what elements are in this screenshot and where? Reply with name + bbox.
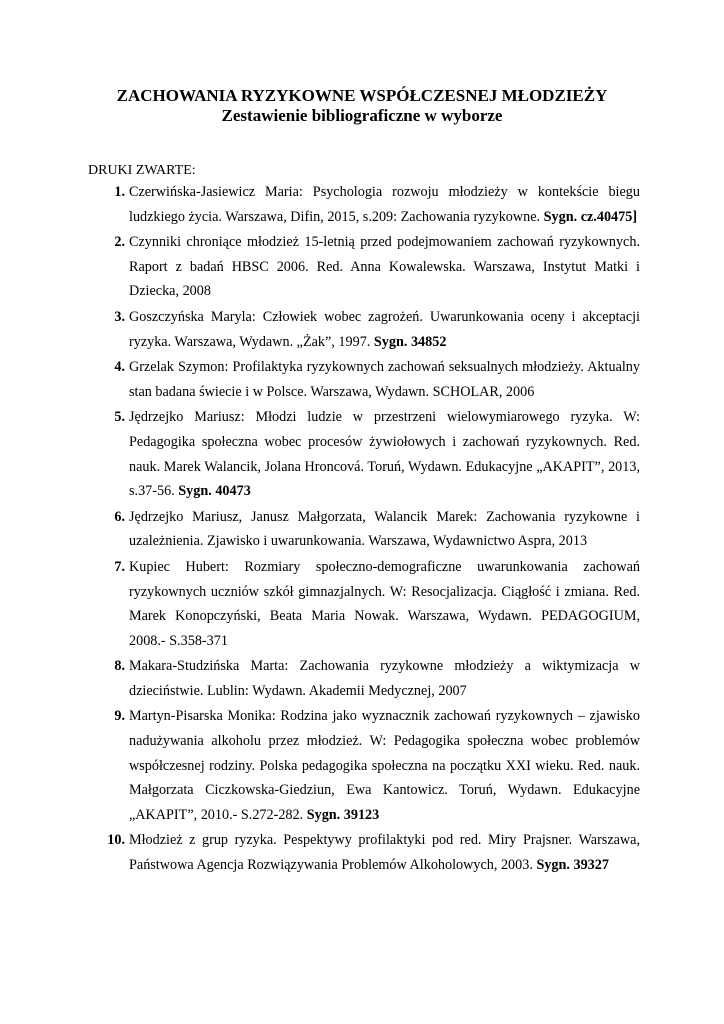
bibliography-list: [88, 180, 640, 879]
list-item: [88, 230, 640, 304]
entry-text-container: [129, 704, 640, 827]
entry-signature: Sygn. 40473: [178, 483, 251, 500]
entry-signature: Sygn. 39327: [536, 857, 609, 874]
list-item: [88, 505, 640, 554]
entry-text-container: [129, 405, 640, 503]
entry-text: Czerwińska-Jasiewicz Maria: Psychologia rozwoju młodzieży w kontekście biegu ludzkiego życia. Warszawa, Difin, 2015, s.209: Zachowania ryzykowne.: [129, 184, 640, 225]
document-subtitle: Zestawienie bibliograficzne w wyborze: [221, 106, 503, 125]
entry-text-container: [129, 305, 640, 354]
list-item: [88, 704, 640, 827]
list-item: [88, 828, 640, 877]
list-item: [88, 180, 640, 229]
entry-text: Młodzież z grup ryzyka. Pespektywy profilaktyki pod red. Miry Prajsner. Warszawa, Państwowa Agencja Rozwiązywania Problemów Alkoholowych, 2003.: [129, 832, 640, 874]
entry-number: 6.: [114, 508, 125, 525]
list-item: [88, 555, 640, 653]
entry-signature: Sygn. 39123: [306, 806, 380, 823]
entry-signature: Sygn. 34852: [373, 333, 447, 350]
list-item: [88, 355, 640, 404]
entry-number: 7.: [114, 558, 125, 575]
entry-number: 2.: [114, 234, 125, 251]
entry-number: 10.: [107, 832, 125, 849]
document-title: ZACHOWANIA RYZYKOWNE WSPÓŁCZESNEJ MŁODZIEŻY: [116, 86, 608, 105]
entry-text-container: [129, 355, 640, 404]
entry-number: 9.: [114, 708, 125, 725]
entry-number: 3.: [114, 308, 125, 325]
entry-text: Czynniki chroniące młodzież 15-letnią przed podejmowaniem zachowań ryzykownych. Raport z badań HBSC 2006. Red. Anna Kowalewska. Warszawa, Instytut Matki i Dziecka, 2008: [129, 234, 640, 300]
entry-text-container: [129, 180, 640, 229]
entry-text: Jędrzejko Mariusz, Janusz Małgorzata, Walancik Marek: Zachowania ryzykowne i uzależnienia. Zjawisko i uwarunkowania. Warszawa, Wydawnictwo Aspra, 2013: [129, 508, 640, 550]
entry-text-container: [129, 654, 640, 703]
entry-text-container: [129, 230, 640, 304]
list-item: [88, 405, 640, 503]
entry-text-container: [129, 555, 640, 653]
list-item: [88, 654, 640, 703]
entry-signature: Sygn. cz.40475]: [543, 208, 638, 225]
entry-number: 8.: [114, 658, 125, 675]
entry-text: Kupiec Hubert: Rozmiary społeczno-demograficzne uwarunkowania zachowań ryzykownych uczniów szkół gimnazjalnych. W: Resocjalizacja. Ciągłość i zmiana. Red. Marek Konopczyński, Beata Maria Nowak. Warszawa, Wydawn. PEDAGOGIUM, 2008.- S.358-371: [129, 558, 640, 649]
entry-number: 4.: [114, 359, 125, 376]
entry-text: Jędrzejko Mariusz: Młodzi ludzie w przestrzeni wielowymiarowego ryzyka. W: Pedagogika społeczna wobec procesów żywiołowych i zachowań ryzykownych. Red. nauk. Marek Walancik, Jolana Hroncová. Toruń, Wydawn. Edukacyjne „AKAPIT”, 2013, s.37-56.: [129, 409, 640, 500]
entry-number: 5.: [114, 409, 125, 426]
section-label: DRUKI ZWARTE:: [88, 163, 196, 178]
entry-text: Martyn-Pisarska Monika: Rodzina jako wyznacznik zachowań ryzykownych – zjawisko nadużywania alkoholu przez młodzież. W: Pedagogika społeczna wobec problemów współczesnej rodziny. Polska pedagogika społeczna na początku XXI wieku. Red. nauk. Małgorzata Ciczkowska-Giedziun, Ewa Kantowicz. Toruń, Wydawn. Edukacyjne „AKAPIT”, 2010.- S.272-282.: [129, 708, 640, 823]
list-item: [88, 305, 640, 354]
entry-text-container: [129, 505, 640, 554]
entry-number: 1.: [114, 184, 125, 200]
title-block: [0, 86, 724, 126]
entry-text: Goszczyńska Maryla: Człowiek wobec zagrożeń. Uwarunkowania oceny i akceptacji ryzyka. Warszawa, Wydawn. „Żak”, 1997.: [129, 308, 640, 350]
entry-text: Makara-Studzińska Marta: Zachowania ryzykowne młodzieży a wiktymizacja w dzieciństwie. Lublin: Wydawn. Akademii Medycznej, 2007: [129, 658, 640, 699]
entry-text-container: [129, 828, 640, 877]
entry-text: Grzelak Szymon: Profilaktyka ryzykownych zachowań seksualnych młodzieży. Aktualny stan badana świecie i w Polsce. Warszawa, Wydawn. SCHOLAR, 2006: [129, 359, 640, 400]
